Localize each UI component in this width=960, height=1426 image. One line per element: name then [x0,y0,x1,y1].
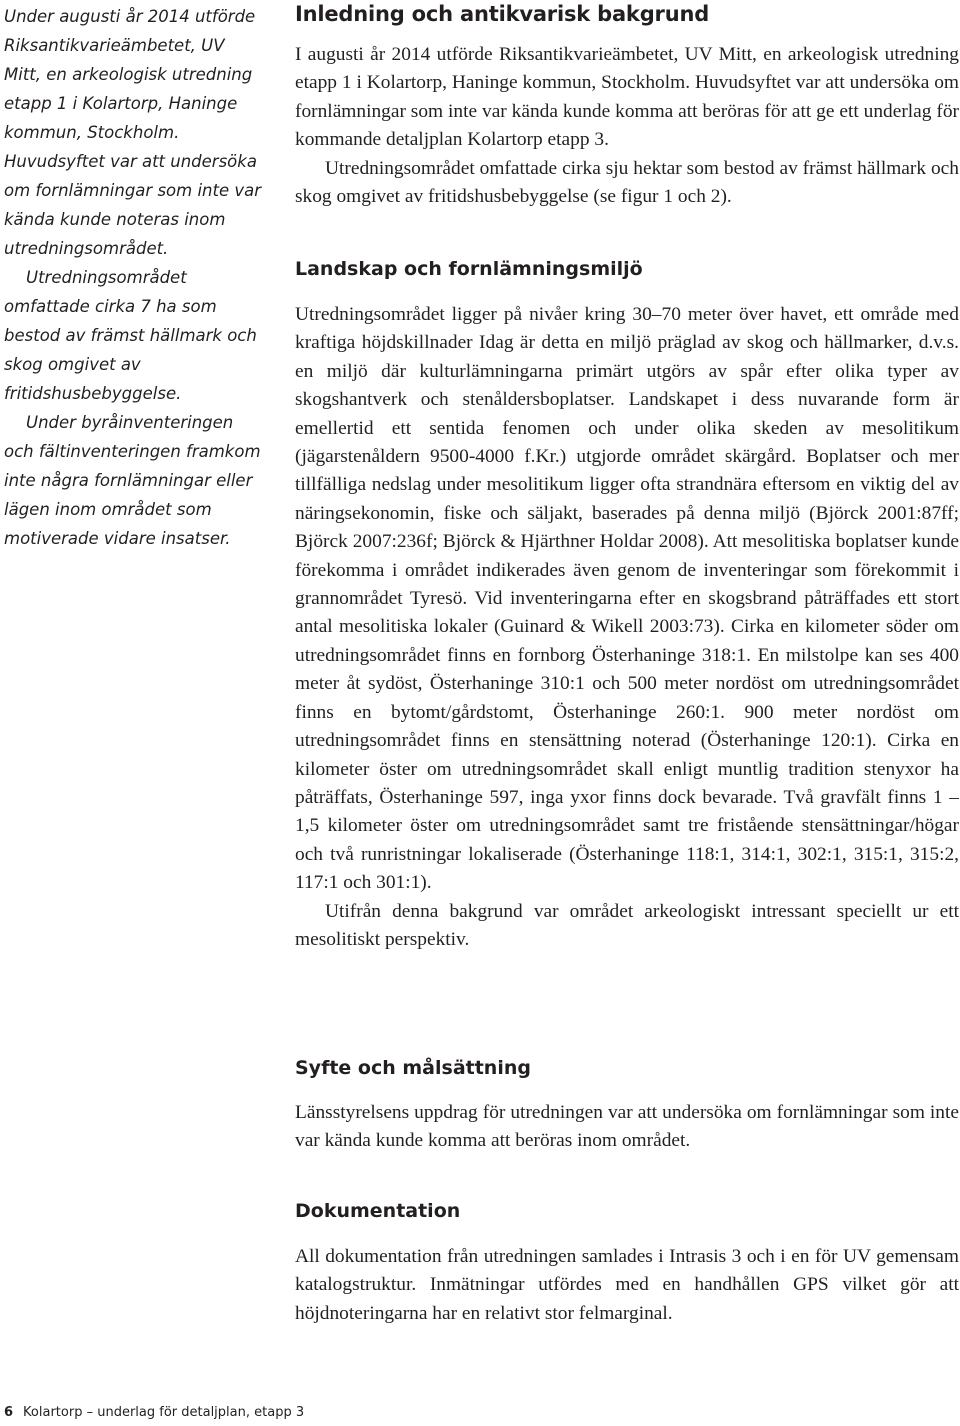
section-body [295,41,959,211]
body-paragraph: Länsstyrelsens uppdrag för utredningen var att undersöka om fornlämningar som inte var kända kunde komma att beröras inom området. [295,1102,959,1152]
body-paragraph: I augusti år 2014 utförde Riksantikvarieämbetet, UV Mitt, en arkeologisk utredning etapp 1 i Kolartorp, Haninge kommun, Stockholm. Huvudsyftet var att undersöka om fornlämningar som inte var kända kunde komma att beröras för att ge ett underlag för kommande detaljplan Kolartorp etapp 3. [295,44,959,151]
section-inledning [295,0,959,211]
body-paragraph: All dokumentation från utredningen samlades i Intrasis 3 och i en för UV gemensam katalogstruktur. Inmätningar utfördes med en handhållen GPS vilket gör att höjdnoteringarna har en relativt stor felmarginal. [295,1246,959,1324]
main-column [295,0,959,1324]
section-landskap [295,256,959,954]
footer-title: Kolartorp – underlag för detaljplan, etapp 3 [23,1405,305,1420]
body-paragraph: Utredningsområdet ligger på nivåer kring 30–70 meter över havet, ett område med kraftiga höjdskillnader Idag är detta en miljö präglad av skog och hällmarker, d.v.s. en miljö där kulturlämningarna primärt utgörs av spår efter olika typer av skogshantverk och stenåldersboplatser. Landskapet i dess nuvarande form är emellertid ett sentida fenomen och under olika skeden av mesolitikum (jägarstenåldern 9500-4000 f.Kr.) utgjorde området skärgård. Boplatser och mer tillfälliga nedslag under mesolitikum ligger ofta strandnära eftersom en viktig del av näringsekonomin, fiske och säljakt, baserades på denna miljö (Björck 2001:87ff; Björck 2007:236f; Björck & Hjärthner Holdar 2008). Att mesolitiska boplatser kunde förekomma i området indikerades även genom de inventeringar som förekommit i grannområdet Tyresö. Vid inventeringarna efter en skogsbrand påträffades ett stort antal mesolitiska lokaler (Guinard & Wikell 2003:73). Cirka en kilometer söder om utredningsområdet finns en fornborg Österhaninge 318:1. En milstolpe kan ses 400 meter åt sydöst, Österhaninge 310:1 och 500 meter nordöst om utredningsområdet finns en bytomt/gårdstomt, Österhaninge 260:1. 900 meter nordöst om utredningsområdet finns en stensättning noterad (Österhaninge 120:1). Cirka en kilometer öster om utredningsområdet skall enligt muntlig tradition stenyxor ha påträffats, Österhaninge 597, inga yxor finns dock bevarade. Två gravfält finns 1 –1,5 kilometer öster om utredningsområdet samt tre fristående stensättningar/högar och två runristningar lokaliserade (Österhaninge 118:1, 314:1, 302:1, 315:1, 315:2, 117:1 och 301:1). [295,304,959,894]
section-body [295,301,959,954]
summary-paragraph: Under byråinventeringen och fältinventeringen framkom inte några fornlämningar eller lägen inom området som motiverade vidare insatser. [4,413,261,548]
section-heading: Dokumentation [295,1200,461,1222]
section-heading: Inledning och antikvarisk bakgrund [295,2,710,26]
summary-paragraph: Under augusti år 2014 utförde Riksantikvarieämbetet, UV Mitt, en arkeologisk utredning etapp 1 i Kolartorp, Haninge kommun, Stockholm. Huvudsyftet var att undersöka om fornlämningar som inte var kända kunde noteras inom utredningsområdet. [4,7,262,258]
section-heading: Syfte och målsättning [295,1057,531,1079]
section-syfte [295,1055,959,1156]
body-paragraph: Utredningsområdet omfattade cirka sju hektar som bestod av främst hällmark och skog omgivet av fritidshusbebyggelse (se figur 1 och 2). [295,157,959,208]
summary-paragraph: Utredningsområdet omfattade cirka 7 ha som bestod av främst hällmark och skog omgivet av fritidshusbebyggelse. [4,268,257,403]
summary-sidebar [4,2,266,553]
body-paragraph: Utifrån denna bakgrund var området arkeologiskt intressant speciellt ur ett mesolitiskt perspektiv. [295,900,959,950]
section-body [295,1099,959,1156]
section-heading: Landskap och fornlämningsmiljö [295,258,643,280]
section-dokumentation [295,1198,959,1328]
section-body [295,1243,959,1328]
page-number: 6 [4,1405,14,1420]
page-footer [4,1404,304,1422]
